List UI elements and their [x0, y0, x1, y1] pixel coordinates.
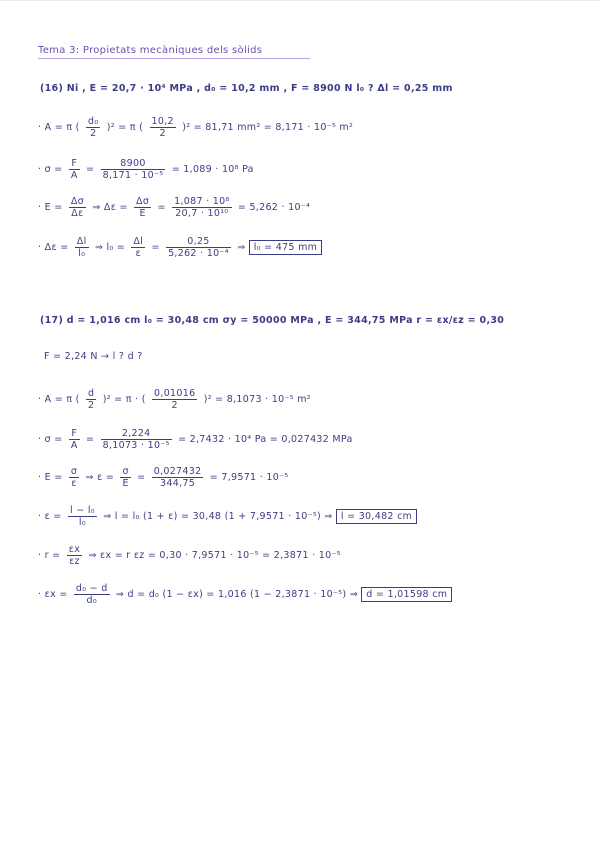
p16-final-answer: l₀ = 475 mm: [249, 240, 322, 255]
p17-diameter-derivation: ⇒ d = d₀ (1 − εx) = 1,016 (1 − 2,3871 · 10⁻⁵) ⇒: [115, 589, 358, 600]
p16-stress-fraction-1: $\frac{F}{A}$: [70, 158, 78, 181]
p17-poisson-fraction: $\frac{\varepsilon x}{\varepsilon z}$: [68, 544, 81, 567]
p17-diameter-prefix: · εx =: [38, 589, 68, 600]
page-title: Tema 3: Propietats mecàniques dels sòlids: [38, 45, 263, 56]
p17-area-prefix: · A = π (: [38, 394, 80, 405]
p17-stress-fraction-1: $\frac{F}{A}$: [70, 428, 78, 451]
p17-diameter-answer: d = 1,01598 cm: [361, 587, 452, 602]
p16-area-fraction-2: $\frac{10,2}{2}$: [151, 116, 174, 139]
p17-modulus-fraction-3: $\frac{0,027432}{344,75}$: [153, 466, 202, 489]
p17-strain-prefix: · ε =: [38, 511, 62, 522]
p16-stress-line: [38, 158, 254, 181]
p17-length-answer: l = 30,482 cm: [336, 509, 417, 524]
page-top-edge: [0, 0, 600, 1]
p16-stress-result: = 1,089 · 10⁸ Pa: [171, 164, 254, 175]
title-underline: [38, 58, 310, 59]
p17-strain-derivation: ⇒ l = l₀ (1 + ε) = 30,48 (1 + 7,9571 · 10⁻⁵) ⇒: [103, 511, 333, 522]
p17-poisson-prefix: · r =: [38, 550, 61, 561]
p17-stress-fraction-2: $\frac{2,224}{\text{8,1073 · 10⁻⁵}}$: [102, 428, 170, 451]
p16-length-prefix: · Δε =: [38, 242, 69, 253]
p17-stress-eq: =: [86, 434, 95, 445]
p16-length-line: [38, 236, 322, 259]
p17-poisson-derivation: ⇒ εx = r εz = 0,30 · 7,9571 · 10⁻⁵ = 2,3871 · 10⁻⁵: [88, 550, 341, 561]
p17-area-fraction-2: $\frac{0,01016}{2}$: [154, 388, 196, 411]
p16-area-result: )² = 81,71 mm² = 8,171 · 10⁻⁵ m²: [182, 122, 354, 133]
p16-modulus-fraction-2: $\frac{\Delta\sigma}{E}$: [136, 196, 150, 219]
p17-area-fraction-1: $\frac{d}{2}$: [88, 388, 95, 411]
p16-modulus-mid: ⇒ Δε =: [92, 202, 128, 213]
p17-stress-prefix: · σ =: [38, 434, 63, 445]
p16-length-fraction-2: $\frac{\Delta l}{\varepsilon}$: [133, 236, 144, 259]
p16-modulus-fraction-1: $\frac{\Delta\sigma}{\Delta\varepsilon}$: [70, 196, 84, 219]
p17-strain-fraction: $\frac{\text{l − l₀}}{\text{l₀}}$: [69, 505, 95, 528]
p17-modulus-result: = 7,9571 · 10⁻⁵: [209, 472, 289, 483]
p16-stress-prefix: · σ =: [38, 164, 63, 175]
p17-modulus-mid: ⇒ ε =: [85, 472, 115, 483]
p17-diameter-fraction: $\frac{\text{d₀ − d}}{\text{d₀}}$: [75, 583, 108, 606]
p17-area-line: [38, 388, 311, 411]
p17-area-result: )² = 8,1073 · 10⁻⁵ m²: [203, 394, 311, 405]
p16-area-fraction-1: $\frac{\text{d₀}}{2}$: [88, 116, 99, 139]
p17-poisson-line: [38, 544, 341, 567]
p17-modulus-prefix: · E =: [38, 472, 63, 483]
p17-modulus-eq: =: [137, 472, 146, 483]
p17-modulus-fraction-2: $\frac{\sigma}{E}$: [122, 466, 129, 489]
p17-strain-line: [38, 505, 417, 528]
p16-modulus-line: [38, 196, 310, 219]
problem-17-subheader: F = 2,24 N → l ? d ?: [44, 351, 143, 362]
p17-stress-line: [38, 428, 353, 451]
p16-modulus-eq: =: [157, 202, 166, 213]
p16-modulus-prefix: · E =: [38, 202, 63, 213]
p17-area-mid: )² = π · (: [102, 394, 146, 405]
p17-modulus-fraction-1: $\frac{\sigma}{\varepsilon}$: [70, 466, 78, 489]
p17-modulus-line: [38, 466, 288, 489]
p16-length-eq: =: [151, 242, 160, 253]
p16-modulus-fraction-3: $\frac{\text{1,087 · 10⁸}}{\text{20,7 · 10¹⁰}}$: [174, 196, 230, 219]
problem-16-header: (16) Ni , E = 20,7 · 10⁴ MPa , d₀ = 10,2 mm , F = 8900 N l₀ ? Δl = 0,25 mm: [40, 83, 453, 94]
p16-length-fraction-3: $\frac{0,25}{\text{5,262 · 10⁻⁴}}$: [168, 236, 229, 259]
p16-length-mid: ⇒ l₀ =: [94, 242, 126, 253]
p17-stress-result: = 2,7432 · 10⁴ Pa = 0,027432 MPa: [178, 434, 353, 445]
p16-stress-fraction-2: $\frac{8900}{\text{8,171 · 10⁻⁵}}$: [102, 158, 164, 181]
p16-area-line: [38, 116, 353, 139]
p16-modulus-result: = 5,262 · 10⁻⁴: [237, 202, 311, 213]
p17-diameter-line: [38, 583, 452, 606]
p16-length-fraction-1: $\frac{\Delta l}{\text{l₀}}$: [76, 236, 87, 259]
p16-area-prefix: · A = π (: [38, 122, 80, 133]
p16-stress-eq: =: [86, 164, 95, 175]
problem-17-header: (17) d = 1,016 cm l₀ = 30,48 cm σy = 50000 MPa , E = 344,75 MPa r = εx/εz = 0,30: [40, 315, 505, 326]
p16-length-arrow: ⇒: [237, 242, 246, 253]
p16-area-mid: )² = π (: [106, 122, 144, 133]
